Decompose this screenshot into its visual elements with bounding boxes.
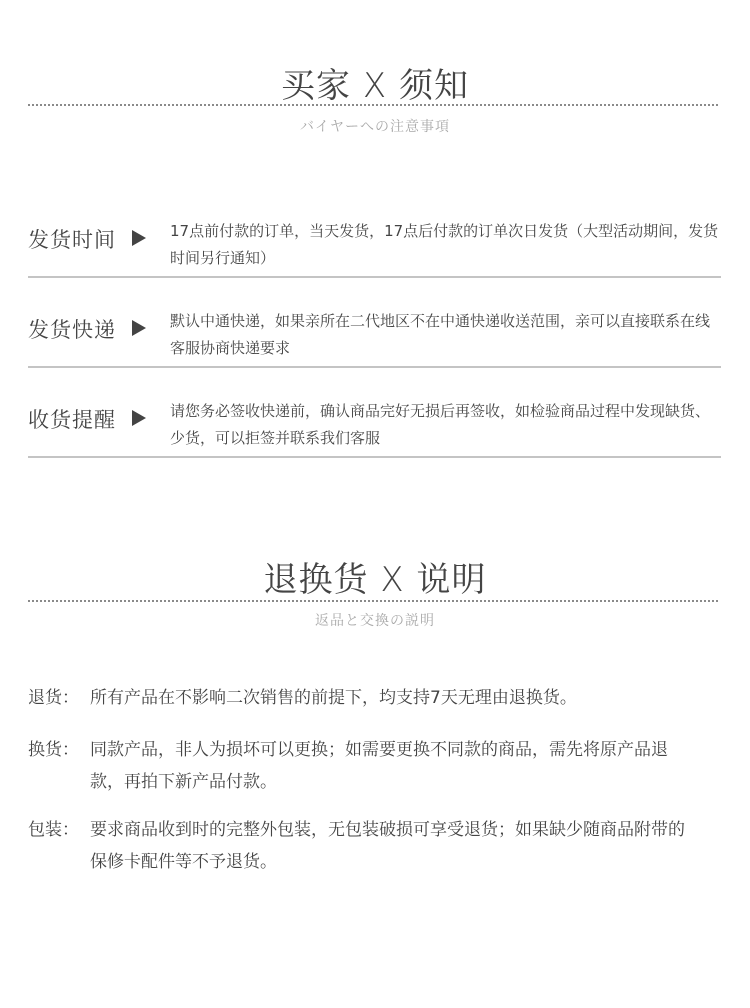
notice-row-text: 17点前付款的订单，当天发货，17点后付款的订单次日发货（大型活动期间，发货时间另行通知） (170, 222, 719, 267)
buyer-notice-dotted-divider (28, 104, 718, 106)
notice-row-label: 发货快递 (28, 318, 116, 342)
notice-row-label: 收货提醒 (28, 408, 116, 432)
row-divider (28, 276, 721, 278)
notice-row-text: 请您务必签收快递前，确认商品完好无损后再签收，如检验商品过程中发现缺货、少货，可以拒签并联系我们客服 (170, 402, 711, 447)
notice-row-label: 发货时间 (28, 228, 116, 252)
returns-dotted-divider (28, 600, 718, 602)
policy-label: 包装： (28, 820, 79, 840)
policy-text: 要求商品收到时的完整外包装，无包装破损可享受退货；如果缺少随商品附带的保修卡配件等不予退货。 (90, 820, 685, 872)
right-triangle-icon (132, 320, 146, 336)
returns-title: 退换货 X 说明 (263, 560, 487, 600)
policy-text: 同款产品，非人为损坏可以更换；如需要更换不同款的商品，需先将原产品退款，再拍下新产品付款。 (90, 740, 668, 792)
policy-text: 所有产品在不影响二次销售的前提下，均支持7天无理由退换货。 (90, 688, 577, 708)
returns-subtitle: 返品と交換の説明 (315, 613, 435, 629)
right-triangle-icon (132, 410, 146, 426)
buyer-notice-title: 买家 X 须知 (281, 66, 469, 106)
buyer-notice-subtitle: バイヤーへの注意事項 (300, 119, 450, 135)
notice-row-text: 默认中通快递，如果亲所在二代地区不在中通快递收送范围，亲可以直接联系在线客服协商快递要求 (170, 312, 711, 357)
row-divider (28, 456, 721, 458)
right-triangle-icon (132, 230, 146, 246)
policy-label: 退货： (28, 688, 79, 708)
row-divider (28, 366, 721, 368)
policy-label: 换货： (28, 740, 79, 760)
